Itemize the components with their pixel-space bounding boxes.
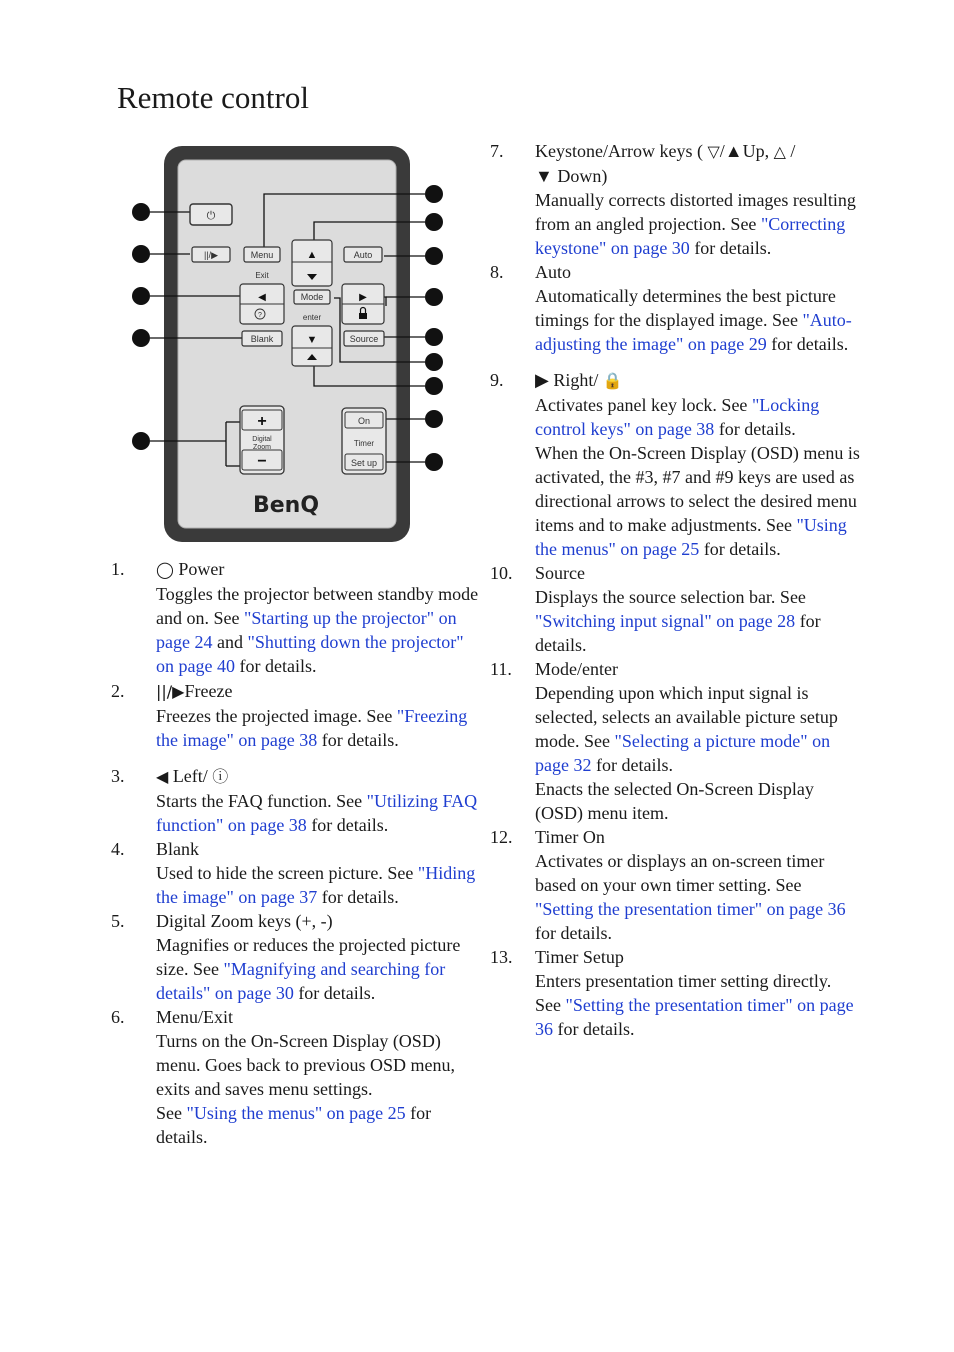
link-auto-adjusting[interactable]: "Auto-adjusting the image" on page 29	[535, 310, 852, 354]
power-icon: ⏻	[206, 210, 216, 222]
list-item: 9. ▶ Right/ 🔒 Activates panel key lock. See "Locking control keys" on page 38 for details. When the On-Screen Display (OSD) menu is activated, the #3, #7 and #9 keys are used as directional arrows to select the desired menu items and to make adjustments. See "Using the menus" on page 25 for details.	[490, 370, 860, 559]
link-faq[interactable]: "Utilizing FAQ function" on page 38	[156, 791, 478, 835]
item-heading: ▶ Right/ 🔒	[535, 370, 623, 390]
zoom-out-icon: −	[257, 453, 267, 470]
item-heading: Timer On	[535, 827, 605, 847]
list-item: 1. ◯ Power Toggles the projector between standby mode and on. See "Starting up the projector" on page 24 and "Shutting down the projector" on page 40 for details.	[111, 557, 486, 678]
link-timer-setup[interactable]: "Setting the presentation timer" on page 36	[535, 995, 854, 1039]
item-heading: Auto	[535, 262, 571, 282]
left-arrow-icon: ◀	[156, 767, 169, 786]
on-label: On	[357, 416, 371, 426]
callout-13	[425, 453, 443, 471]
link-locking[interactable]: "Locking control keys" on page 38	[535, 395, 820, 439]
item-heading: Digital Zoom keys (+, -)	[156, 911, 333, 931]
keystone-top-icon: ▽	[707, 142, 720, 161]
list-item: 10. Source Displays the source selection bar. See "Switching input signal" on page 28 for details.	[490, 561, 860, 657]
list-item: 2. ||/▶Freeze Freezes the projected image. See "Freezing the image" on page 38 for details.	[111, 679, 486, 752]
circle-icon: ◯	[156, 560, 174, 579]
blank-label: Blank	[250, 334, 274, 344]
svg-text:?: ?	[258, 312, 262, 319]
link-shutting-down[interactable]: "Shutting down the projector" on page 40	[156, 632, 464, 676]
list-item: 5. Digital Zoom keys (+, -) Magnifies or reduces the projected picture size. See "Magnifying and searching for details" on page 30 for details.	[111, 909, 486, 1005]
list-item: 4. Blank Used to hide the screen picture. See "Hiding the image" on page 37 for details.	[111, 837, 486, 909]
link-using-menus[interactable]: "Using the menus" on page 25	[186, 1103, 406, 1123]
link-using-menus[interactable]: "Using the menus" on page 25	[535, 515, 847, 559]
menu-label: Menu	[250, 250, 274, 260]
left-column	[111, 557, 486, 1149]
list-item: 11. Mode/enter Depending upon which input signal is selected, selects an available picture setup mode. See "Selecting a picture mode" on page 32 for details. Enacts the selected On-Screen Display (OSD) menu item.	[490, 657, 860, 825]
auto-label: Auto	[353, 250, 373, 260]
callout-2	[132, 245, 150, 263]
enter-label: enter	[302, 313, 322, 322]
up-arrow-icon: ▲	[306, 249, 318, 261]
left-arrow-icon: ◀	[258, 292, 266, 303]
benq-logo: BenQ	[252, 493, 320, 518]
callout-6	[425, 185, 443, 203]
item-heading: Menu/Exit	[156, 1007, 233, 1027]
list-item: 6. Menu/Exit Turns on the On-Screen Display (OSD) menu. Goes back to previous OSD menu, exits and saves menu settings. See "Using the menus" on page 25 for details.	[111, 1005, 486, 1149]
item-heading: Timer Setup	[535, 947, 624, 967]
right-arrow-icon: ▶	[359, 292, 367, 303]
remote-control-illustration	[128, 144, 448, 544]
callout-7a	[425, 213, 443, 231]
callout-12	[425, 410, 443, 428]
callout-4	[132, 329, 150, 347]
callout-5	[132, 432, 150, 450]
list-item: 12. Timer On Activates or displays an on-screen timer based on your own timer setting. See "Setting the presentation timer" on page 36 for details.	[490, 825, 860, 945]
right-column	[490, 139, 860, 1041]
source-label: Source	[349, 334, 379, 344]
item-heading: Mode/enter	[535, 659, 618, 679]
callout-9	[425, 288, 443, 306]
link-keystone[interactable]: "Correcting keystone" on page 30	[535, 214, 846, 258]
item-heading: Keystone/Arrow keys ( ▽/▲Up, △ /	[535, 141, 796, 161]
callout-10	[425, 328, 443, 346]
zoom-label: Zoom	[253, 444, 271, 451]
item-heading: ||/▶Freeze	[156, 681, 233, 701]
callout-3	[132, 287, 150, 305]
link-switching[interactable]: "Switching input signal" on page 28	[535, 611, 796, 631]
callout-11	[425, 353, 443, 371]
link-magnifying[interactable]: "Magnifying and searching for details" on page 30	[156, 959, 446, 1003]
item-heading: ◯ Power	[156, 559, 225, 579]
item-heading: ◀ Left/ ⓘ	[156, 766, 229, 786]
list-item: 13. Timer Setup Enters presentation timer setting directly. See "Setting the presentation timer" on page 36 for details.	[490, 945, 860, 1041]
link-freezing[interactable]: "Freezing the image" on page 38	[156, 706, 468, 750]
lock-icon	[359, 313, 367, 319]
mode-label: Mode	[300, 292, 324, 302]
digital-label: Digital	[252, 436, 272, 443]
zoom-in-icon: +	[257, 413, 267, 430]
item-heading: Source	[535, 563, 585, 583]
timer-label: Timer	[353, 439, 375, 448]
link-starting-up[interactable]: "Starting up the projector" on page 24	[156, 608, 457, 652]
exit-label: Exit	[255, 271, 269, 280]
callout-8	[425, 247, 443, 265]
list-item: 7. Keystone/Arrow keys ( ▽/▲Up, △ / ▼ Down) Manually corrects distorted images resulting from an angled projection. See "Correcting keystone" on page 30 for details.	[490, 139, 860, 260]
link-timer[interactable]: "Setting the presentation timer" on page 36	[535, 899, 846, 919]
keystone-bottom-icon: △	[773, 142, 786, 161]
link-picture-mode[interactable]: "Selecting a picture mode" on page 32	[535, 731, 831, 775]
list-item: 3. ◀ Left/ ⓘ Starts the FAQ function. See "Utilizing FAQ function" on page 38 for details.	[111, 764, 486, 837]
page-title: Remote control	[117, 80, 309, 115]
item-heading: Blank	[156, 839, 199, 859]
callout-1	[132, 203, 150, 221]
setup-label: Set up	[350, 458, 378, 468]
link-hiding[interactable]: "Hiding the image" on page 37	[156, 863, 476, 907]
freeze-icon: ||/▶	[156, 682, 185, 701]
list-item: 8. Auto Automatically determines the best picture timings for the displayed image. See "Auto-adjusting the image" on page 29 for details.	[490, 260, 860, 356]
help-icon: ⓘ	[212, 767, 229, 786]
freeze-icon: ||/▶	[203, 250, 219, 260]
callout-7b	[425, 377, 443, 395]
lock-icon: 🔒	[602, 371, 623, 390]
down-arrow-icon: ▼	[306, 334, 318, 346]
